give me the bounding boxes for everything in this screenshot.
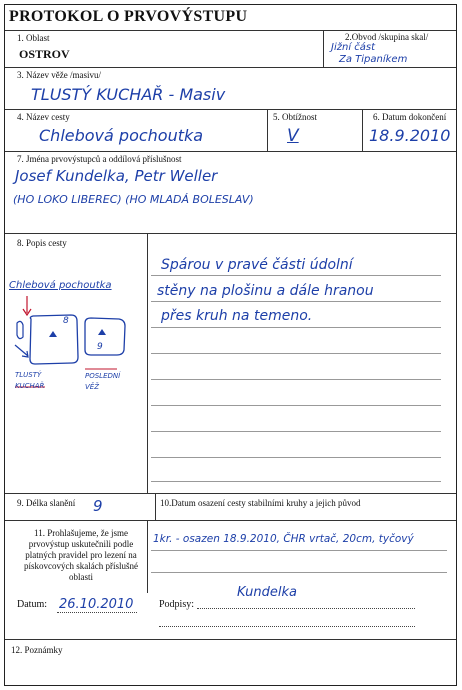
rappel-label: 9. Délka slanění (17, 498, 76, 508)
rappel-value: 9 (93, 497, 103, 515)
sketch-route-name: Chlebová pochoutka (9, 280, 112, 291)
description-line (151, 481, 441, 482)
sketch-drawing (5, 233, 147, 493)
description-line-2: stěny na plošinu a dále hranou (157, 283, 374, 299)
difficulty-value: V (287, 126, 299, 146)
description-line (151, 457, 441, 458)
divider (5, 493, 456, 494)
sketch-number-neighbour: 9 (97, 342, 103, 352)
sketch-neighbour-tower: POSLEDNÍ VĚŽ (85, 372, 121, 391)
area-value: OSTROV (19, 47, 70, 61)
divider (323, 30, 324, 67)
route-sketch (5, 233, 147, 493)
divider (147, 520, 148, 593)
date-value: 26.10.2010 (59, 597, 134, 612)
signature-dots (197, 608, 415, 609)
description-line (151, 379, 441, 380)
divider (267, 109, 268, 151)
date-label: Datum: (17, 599, 47, 610)
declaration-line (151, 550, 447, 551)
divider (155, 493, 156, 520)
declaration-line (151, 572, 447, 573)
description-line-3: přes kruh na temeno. (161, 308, 313, 324)
signature-value: Kundelka (237, 585, 298, 600)
description-line (151, 275, 441, 276)
description-label: 8. Popis cesty (17, 238, 67, 248)
description-line (151, 405, 441, 406)
tower-label: 3. Název věže /masivu/ (17, 70, 101, 80)
sketch-number-main: 8 (63, 316, 69, 326)
description-line (151, 301, 441, 302)
divider (362, 109, 363, 151)
climbers-label: 7. Jména prvovýstupců a oddílová příslušnost (17, 154, 182, 164)
first-ascent-protocol-form (4, 4, 457, 686)
region-value-line2: Za Tipaníkem (339, 54, 408, 65)
date-dots (57, 612, 137, 613)
region-value-line1: Jižní část (331, 42, 376, 53)
difficulty-label: 5. Obtížnost (273, 112, 317, 122)
tower-value: TLUSTÝ KUCHAŘ - Masiv (31, 85, 226, 104)
route-value: Chlebová pochoutka (39, 126, 204, 145)
climbers-line2: (HO LOKO LIBEREC) (HO MLADÁ BOLESLAV) (13, 193, 254, 206)
divider (147, 233, 148, 493)
form-title: PROTOKOL O PRVOVÝSTUPU (9, 8, 248, 25)
signature-label: Podpisy: (159, 599, 195, 610)
declaration-label: 11. Prohlašujeme, že jsme prvovýstup uskutečnili podle platných pravidel pro lezení na pískovcových skalách příslušné oblasti (24, 528, 138, 582)
divider (5, 109, 456, 110)
divider (5, 151, 456, 152)
date-completed-value: 18.9.2010 (369, 126, 451, 145)
description-line (151, 353, 441, 354)
divider (5, 520, 456, 521)
divider (5, 30, 456, 31)
divider (5, 639, 456, 640)
divider (5, 67, 456, 68)
signature-dots (159, 626, 415, 627)
date-completed-label: 6. Datum dokončení (373, 112, 447, 122)
bolts-label: 10.Datum osazení cesty stabilními kruhy a jejich původ (160, 498, 361, 508)
climbers-line1: Josef Kundelka, Petr Weller (15, 167, 218, 185)
description-line (151, 327, 441, 328)
description-line-1: Spárou v pravé části údolní (161, 257, 353, 273)
sketch-main-tower: TLUSTÝ KUCHAŘ (15, 371, 45, 390)
route-label: 4. Název cesty (17, 112, 70, 122)
notes-label: 12. Poznámky (11, 645, 63, 655)
region-label: 2.Obvod /skupina skal/ (345, 32, 429, 42)
description-line (151, 431, 441, 432)
area-label: 1. Oblast (17, 33, 50, 43)
declaration-value: 1kr. - osazen 18.9.2010, ČHR vrtač, 20cm, tyčový (153, 533, 414, 545)
